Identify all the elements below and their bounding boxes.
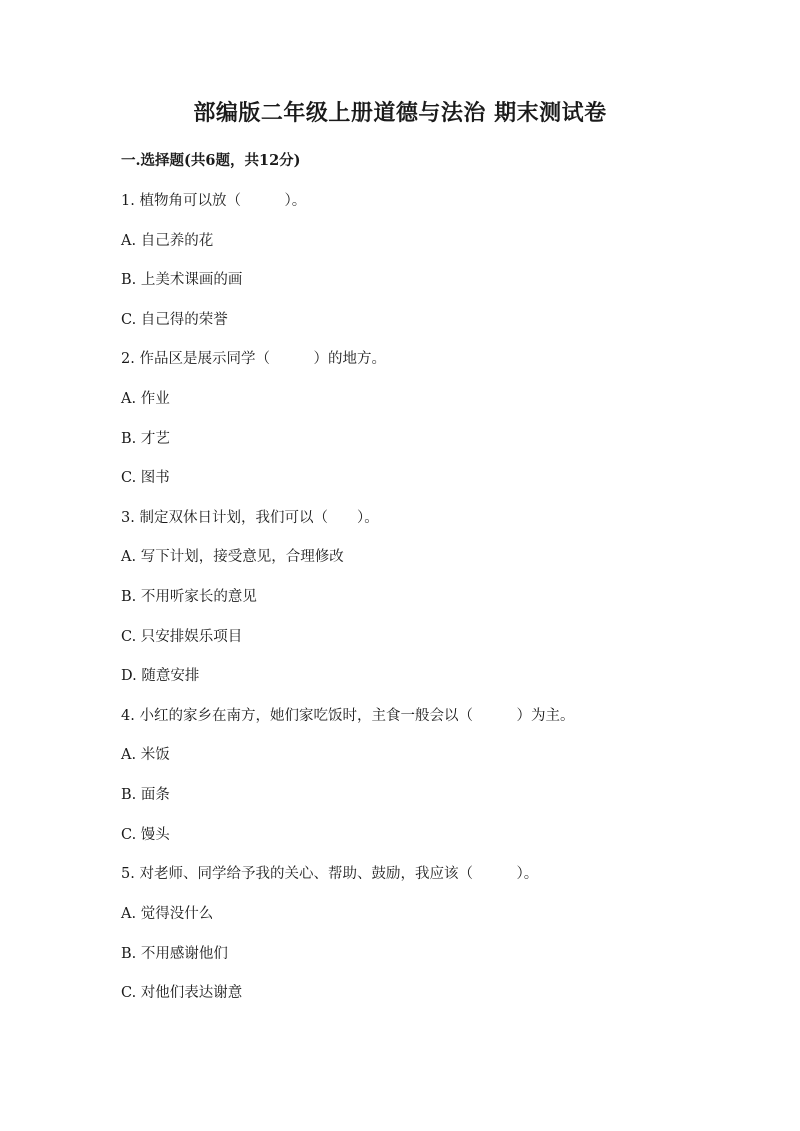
question-2-option-a: A. 作业 (121, 391, 170, 407)
question-3-option-a: A. 写下计划，接受意见，合理修改 (121, 549, 344, 565)
question-1-option-c: C. 自己得的荣誉 (121, 312, 228, 328)
question-3-option-d: D. 随意安排 (121, 668, 200, 684)
section-heading: 一.选择题(共6题，共12分) (121, 152, 301, 169)
question-1-stem: 1. 植物角可以放（ ）。 (121, 193, 307, 209)
question-5-option-a: A. 觉得没什么 (121, 906, 214, 922)
question-5-option-c: C. 对他们表达谢意 (121, 985, 243, 1001)
question-1-option-a: A. 自己养的花 (121, 233, 214, 249)
question-2-option-c: C. 图书 (121, 470, 170, 486)
question-4-stem: 4. 小红的家乡在南方，她们家吃饭时，主食一般会以（ ）为主。 (121, 708, 575, 724)
exam-title: 部编版二年级上册道德与法治 期末测试卷 (193, 100, 607, 126)
question-2-stem: 2. 作品区是展示同学（ ）的地方。 (121, 351, 386, 367)
question-5-stem: 5. 对老师、同学给予我的关心、帮助、鼓励，我应该（ ）。 (121, 866, 539, 882)
question-5-option-b: B. 不用感谢他们 (121, 946, 228, 962)
question-4-option-b: B. 面条 (121, 787, 170, 803)
question-1-option-b: B. 上美术课画的画 (121, 272, 243, 288)
question-2-option-b: B. 才艺 (121, 431, 170, 447)
question-3-option-b: B. 不用听家长的意见 (121, 589, 257, 605)
question-3-option-c: C. 只安排娱乐项目 (121, 629, 243, 645)
question-4-option-c: C. 馒头 (121, 827, 170, 843)
question-4-option-a: A. 米饭 (121, 747, 170, 763)
question-3-stem: 3. 制定双休日计划，我们可以（ ）。 (121, 510, 379, 526)
